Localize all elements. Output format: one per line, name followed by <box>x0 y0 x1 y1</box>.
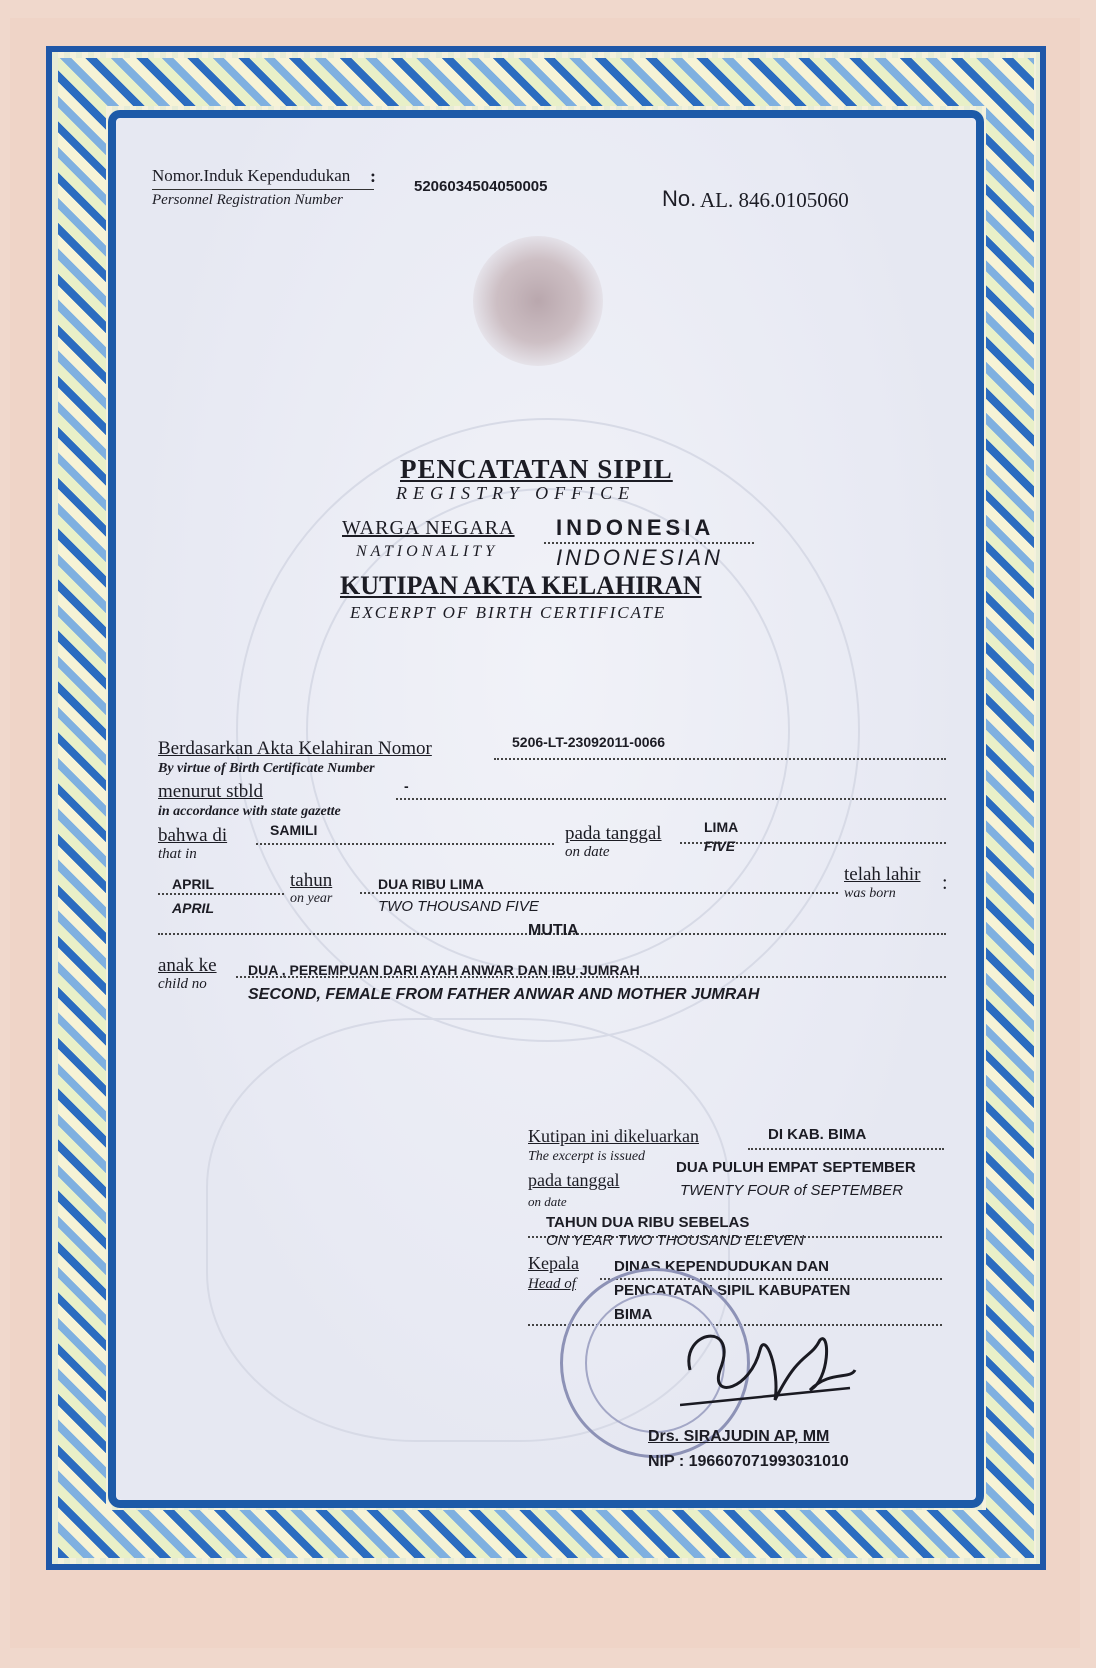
issued-date-label-en: on date <box>528 1194 567 1209</box>
issued-date-en: TWENTY FOUR of SEPTEMBER <box>680 1182 904 1199</box>
nationality-value-en: INDONESIAN <box>556 545 723 570</box>
date-value: LIMA <box>704 819 739 835</box>
issued-year: TAHUN DUA RIBU SEBELAS <box>546 1214 750 1231</box>
child-name: MUTIA <box>528 922 579 939</box>
child-no-label-en: child no <box>158 976 207 992</box>
al-number: AL. 846.0105060 <box>700 188 849 212</box>
nationality-value: INDONESIA <box>556 515 715 540</box>
issued-place: DI KAB. BIMA <box>768 1126 867 1143</box>
child-no-dots <box>236 976 946 978</box>
nik-label-en: Personnel Registration Number <box>152 192 343 208</box>
cert-number-dots <box>494 758 946 760</box>
month-dots <box>158 893 284 895</box>
nik-value: 5206034504050005 <box>414 178 548 195</box>
al-prefix: No. <box>662 186 697 211</box>
born-label: telah lahir <box>844 864 921 885</box>
document-title: KUTIPAN AKTA KELAHIRAN <box>340 571 702 600</box>
issued-label-en: The excerpt is issued <box>528 1149 646 1164</box>
nationality-dots <box>544 542 754 544</box>
nationality-label: WARGA NEGARA <box>342 517 515 539</box>
cert-number-value: 5206-LT-23092011-0066 <box>512 734 666 750</box>
document-title-en: EXCERPT OF BIRTH CERTIFICATE <box>350 603 667 622</box>
nationality-label-en: NATIONALITY <box>356 543 499 560</box>
head-line2: PENCATATAN SIPIL KABUPATEN <box>614 1282 851 1299</box>
stbld-dots <box>396 798 946 800</box>
official-name: Drs. SIRAJUDIN AP, MM <box>648 1428 830 1445</box>
place-label-en: that in <box>158 846 197 862</box>
issued-year-en: ON YEAR TWO THOUSAND ELEVEN <box>546 1232 805 1249</box>
official-nip: NIP : 196607071993031010 <box>648 1453 849 1470</box>
nik-colon: : <box>370 166 376 186</box>
issued-label: Kutipan ini dikeluarkan <box>528 1126 699 1146</box>
born-label-en: was born <box>844 886 896 901</box>
date-label-en: on date <box>565 844 610 860</box>
office-title-en: REGISTRY OFFICE <box>396 483 636 503</box>
stbld-value: - <box>404 778 409 794</box>
year-label: tahun <box>290 870 333 891</box>
cert-number-label: Berdasarkan Akta Kelahiran Nomor <box>158 738 432 759</box>
place-dots <box>256 843 554 845</box>
nik-underline <box>152 189 374 190</box>
date-value-en: FIVE <box>704 838 736 854</box>
born-colon: : <box>942 872 948 894</box>
child-no-value: DUA , PEREMPUAN DARI AYAH ANWAR DAN IBU JUMRAH <box>248 962 640 978</box>
place-value: SAMILI <box>270 822 318 838</box>
child-no-value-en: SECOND, FEMALE FROM FATHER ANWAR AND MOTHER JUMRAH <box>248 986 760 1003</box>
year-value: DUA RIBU LIMA <box>378 876 485 892</box>
head-label-en: Head of <box>528 1276 576 1292</box>
signature-mark <box>680 1310 860 1420</box>
nik-label: Nomor.Induk Kependudukan <box>152 166 351 185</box>
head-line3: BIMA <box>614 1306 653 1323</box>
issued-date: DUA PULUH EMPAT SEPTEMBER <box>676 1159 916 1176</box>
stbld-label-en: in accordance with state gazette <box>158 804 341 819</box>
issued-date-label: pada tanggal <box>528 1170 620 1190</box>
stbld-label: menurut stbld <box>158 781 264 802</box>
cert-number-label-en: By virtue of Birth Certificate Number <box>158 761 375 776</box>
date-label: pada tanggal <box>565 823 662 844</box>
head-label: Kepala <box>528 1253 579 1273</box>
month-value: APRIL <box>172 876 214 892</box>
child-no-label: anak ke <box>158 955 217 976</box>
head-line1: DINAS KEPENDUDUKAN DAN <box>614 1258 830 1275</box>
year-value-en: TWO THOUSAND FIVE <box>378 898 539 915</box>
place-label: bahwa di <box>158 825 228 846</box>
issued-place-dots <box>748 1148 944 1150</box>
month-value-en: APRIL <box>172 900 214 916</box>
faded-stamp <box>473 236 603 366</box>
year-label-en: on year <box>290 891 333 906</box>
office-title: PENCATATAN SIPIL <box>400 454 673 484</box>
year-dots <box>360 892 838 894</box>
